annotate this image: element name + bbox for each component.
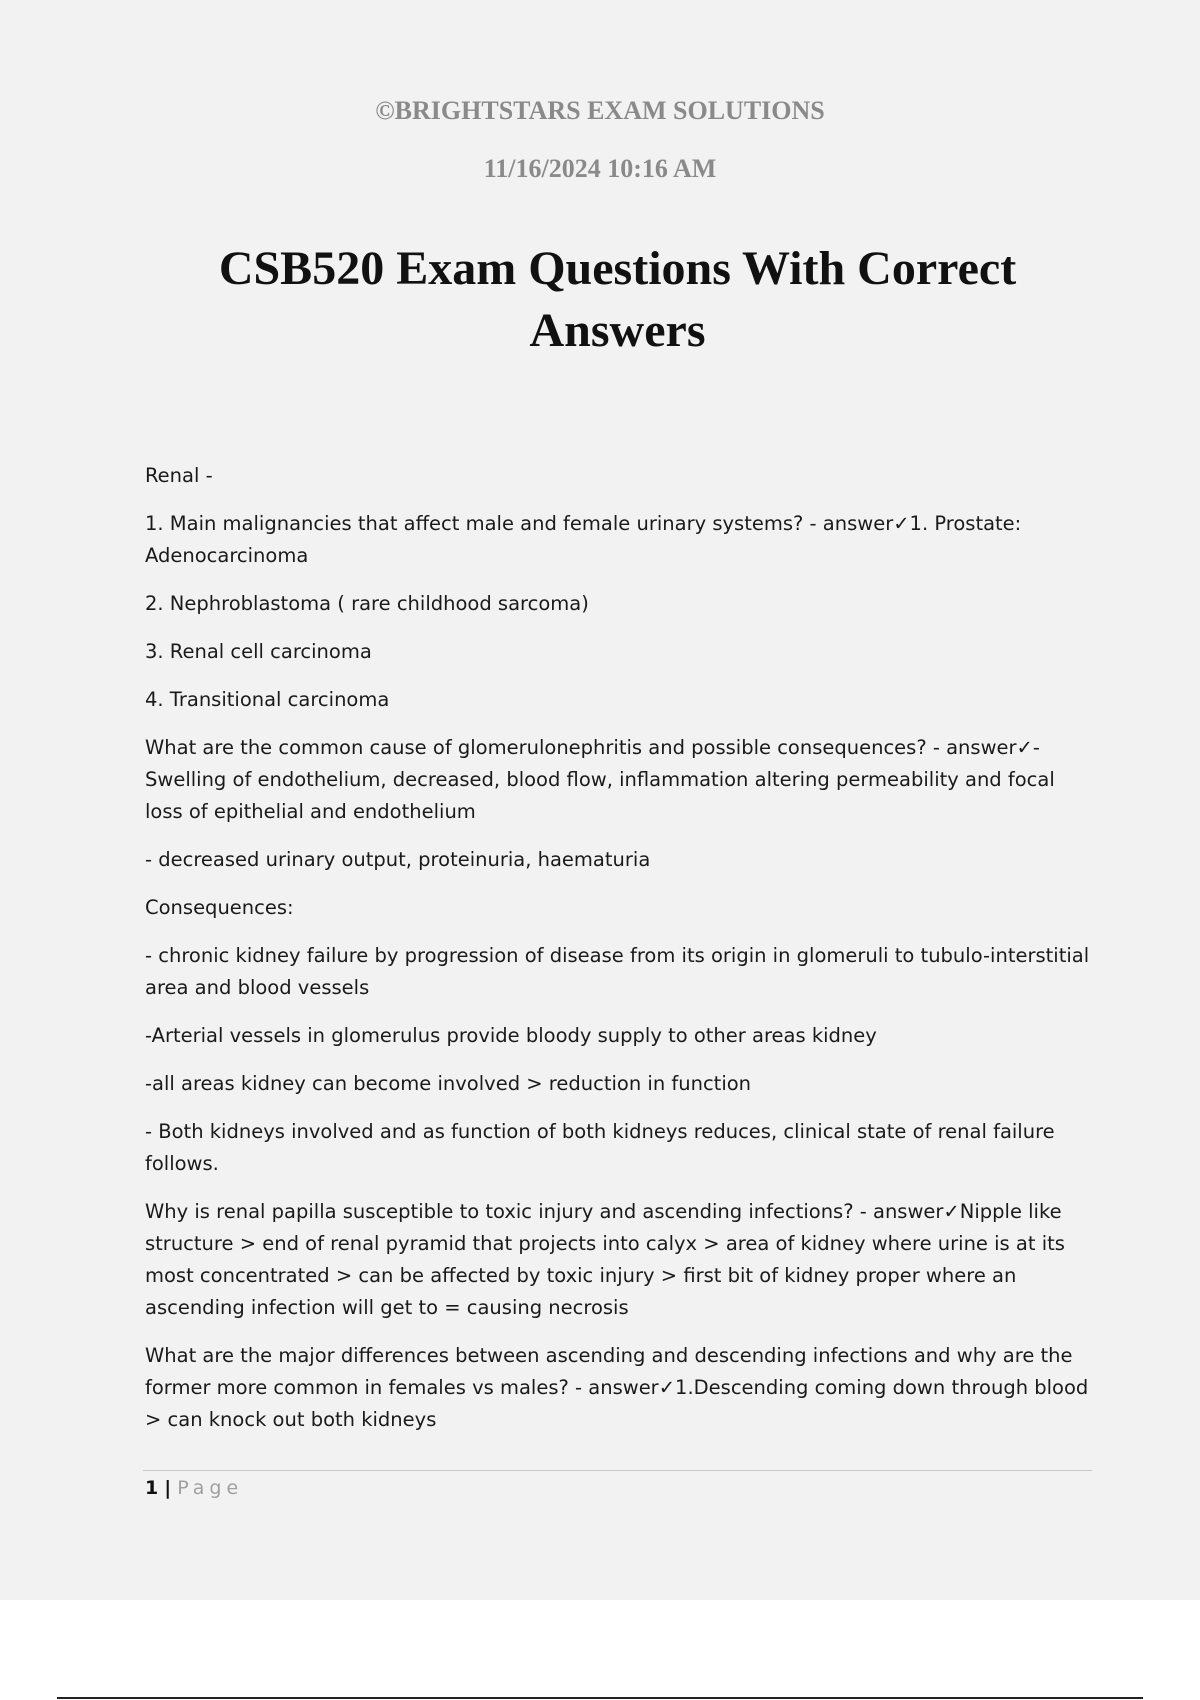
paragraph: Consequences:	[145, 896, 294, 919]
paragraph: - Both kidneys involved and as function of both kidneys reduces, clinical state of renal failure follows.	[145, 1120, 1055, 1175]
paragraph: - decreased urinary output, proteinuria, haematuria	[145, 848, 651, 871]
paragraph: - chronic kidney failure by progression of disease from its origin in glomeruli to tubulo-interstitial area and blood vessels	[145, 944, 1090, 999]
date-time-header: 11/16/2024 10:16 AM	[483, 154, 717, 183]
paragraph: -all areas kidney can become involved > reduction in function	[145, 1072, 752, 1095]
footer-divider	[143, 1470, 1092, 1471]
paragraph: -Arterial vessels in glomerulus provide bloody supply to other areas kidney	[145, 1024, 877, 1047]
paragraph: What are the major differences between ascending and descending infections and why are the former more common in females vs males? - answer✓1.Descending coming down through blood > can knock out both kidneys	[145, 1344, 1089, 1431]
footer-separator: |	[164, 1477, 172, 1499]
page-footer	[145, 1474, 243, 1502]
paragraph: 3. Renal cell carcinoma	[145, 640, 372, 663]
copyright-header: ©BRIGHTSTARS EXAM SOLUTIONS	[375, 96, 825, 125]
paragraph: What are the common cause of glomerulonephritis and possible consequences? - answer✓- Swelling of endothelium, decreased, blood flow, inflammation altering permeability and focal loss of epithelial and endothelium	[145, 736, 1055, 823]
paragraph: 4. Transitional carcinoma	[145, 688, 390, 711]
document-title: CSB520 Exam Questions With Correct Answers	[218, 242, 1017, 357]
paragraph: Renal -	[145, 464, 213, 487]
paragraph: 1. Main malignancies that affect male and female urinary systems? - answer✓1. Prostate: Adenocarcinoma	[145, 512, 1022, 567]
bottom-divider	[57, 1697, 1143, 1699]
paragraph: 2. Nephroblastoma ( rare childhood sarcoma)	[145, 592, 589, 615]
document-body	[145, 460, 1090, 1452]
paragraph: Why is renal papilla susceptible to toxic injury and ascending infections? - answer✓Nipple like structure > end of renal pyramid that projects into calyx > area of kidney where urine is at its most concentrated > can be affected by toxic injury > first bit of kidney proper where an ascending infection will get to = causing necrosis	[145, 1200, 1065, 1319]
page-number: 1	[145, 1477, 159, 1499]
page-label: Page	[177, 1477, 244, 1499]
